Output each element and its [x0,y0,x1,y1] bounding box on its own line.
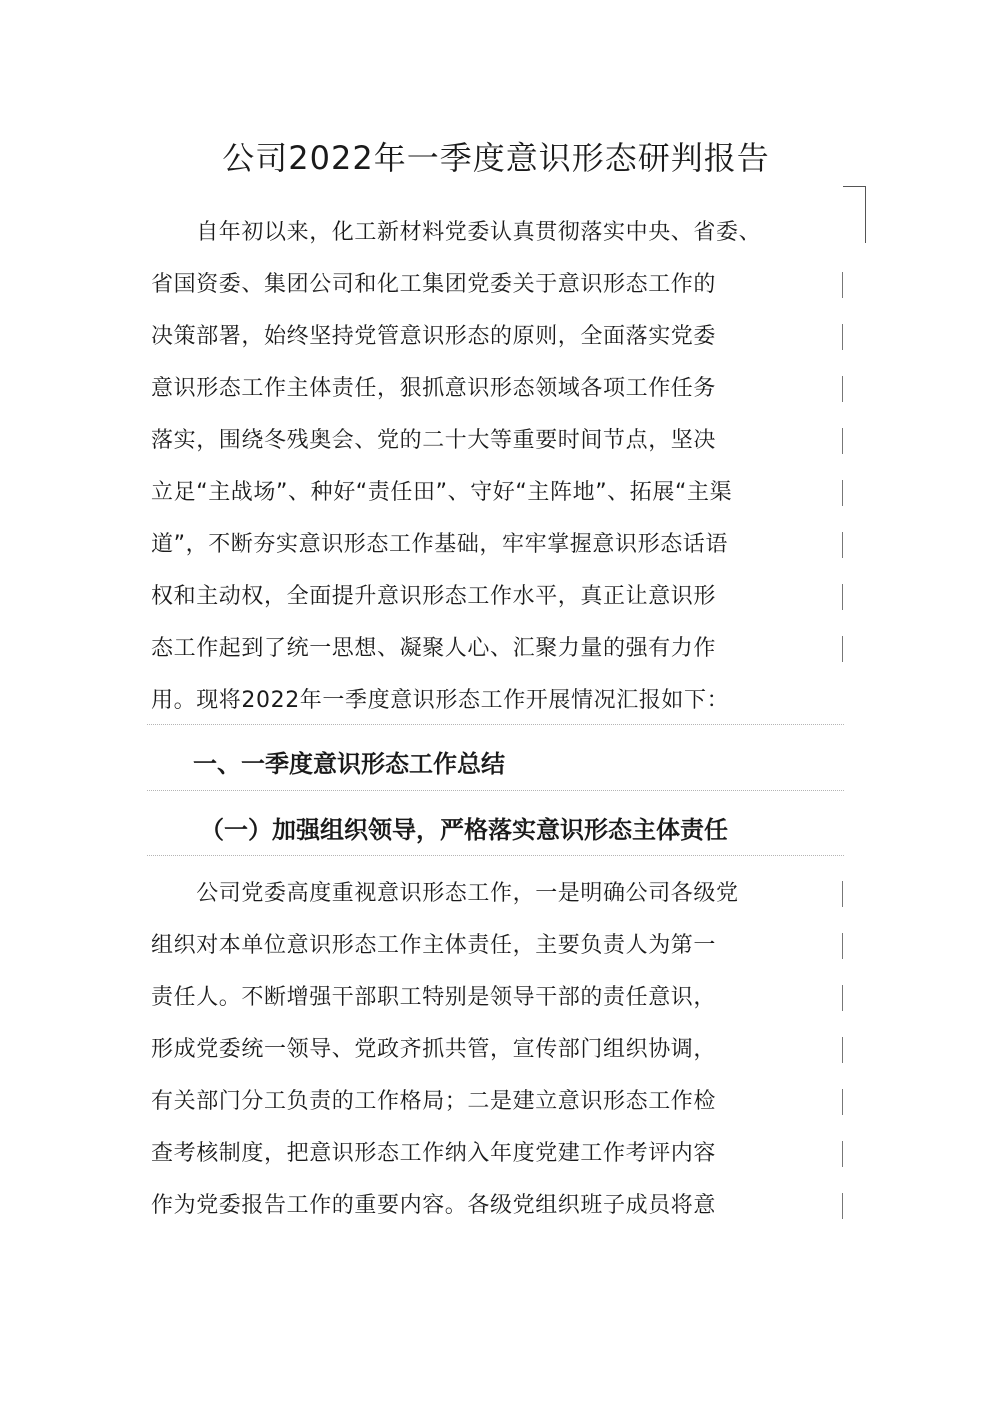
margin-marker [842,428,843,454]
paragraph-1-line: 用。现将2022年一季度意识形态工作开展情况汇报如下： [151,688,730,713]
margin-marker [842,1089,843,1115]
margin-marker [842,584,843,610]
dotted-divider [147,790,844,791]
paragraph-1-line: 道”，不断夯实意识形态工作基础，牢牢掌握意识形态话语 [151,532,728,557]
margin-marker [842,985,843,1011]
paragraph-1-line: 权和主动权，全面提升意识形态工作水平，真正让意识形 [151,584,717,609]
paragraph-1-line: 决策部署，始终坚持党管意识形态的原则，全面落实党委 [151,324,717,349]
margin-marker [842,1193,843,1219]
subsection-heading: （一）加强组织领导，严格落实意识形态主体责任 [200,816,728,844]
margin-marker [842,636,843,662]
paragraph-2-line: 公司党委高度重视意识形态工作，一是明确公司各级党 [151,881,739,906]
dotted-divider [147,724,844,725]
margin-marker [842,480,843,506]
margin-marker [842,933,843,959]
paragraph-1-line: 自年初以来，化工新材料党委认真贯彻落实中央、省委、 [151,220,762,245]
paragraph-2-line: 形成党委统一领导、党政齐抓共管，宣传部门组织协调， [151,1037,717,1062]
margin-marker [842,324,843,350]
margin-marker [842,272,843,298]
paragraph-2-line: 查考核制度，把意识形态工作纳入年度党建工作考评内容 [151,1141,717,1166]
paragraph-2-line: 有关部门分工负责的工作格局；二是建立意识形态工作检 [151,1089,717,1114]
document-title: 公司2022年一季度意识形态研判报告 [222,139,770,177]
dotted-divider [147,855,844,856]
paragraph-1-line: 意识形态工作主体责任，狠抓意识形态领域各项工作任务 [151,376,717,401]
margin-marker [842,376,843,402]
margin-marker [842,532,843,558]
paragraph-1-line: 落实，围绕冬残奥会、党的二十大等重要时间节点，坚决 [151,428,717,453]
paragraph-1-line: 立足“主战场”、种好“责任田”、守好“主阵地”、拓展“主渠 [151,480,733,505]
paragraph-2-line: 责任人。不断增强干部职工特别是领导干部的责任意识， [151,985,717,1010]
paragraph-2-line: 作为党委报告工作的重要内容。各级党组织班子成员将意 [151,1193,717,1218]
corner-crop-mark [843,186,866,243]
margin-marker [842,881,843,907]
section-heading: 一、一季度意识形态工作总结 [193,750,505,778]
paragraph-2-line: 组织对本单位意识形态工作主体责任，主要负责人为第一 [151,933,717,958]
margin-marker [842,1037,843,1063]
margin-marker [842,1141,843,1167]
paragraph-1-line: 省国资委、集团公司和化工集团党委关于意识形态工作的 [151,272,717,297]
paragraph-1-line: 态工作起到了统一思想、凝聚人心、汇聚力量的强有力作 [151,636,717,661]
